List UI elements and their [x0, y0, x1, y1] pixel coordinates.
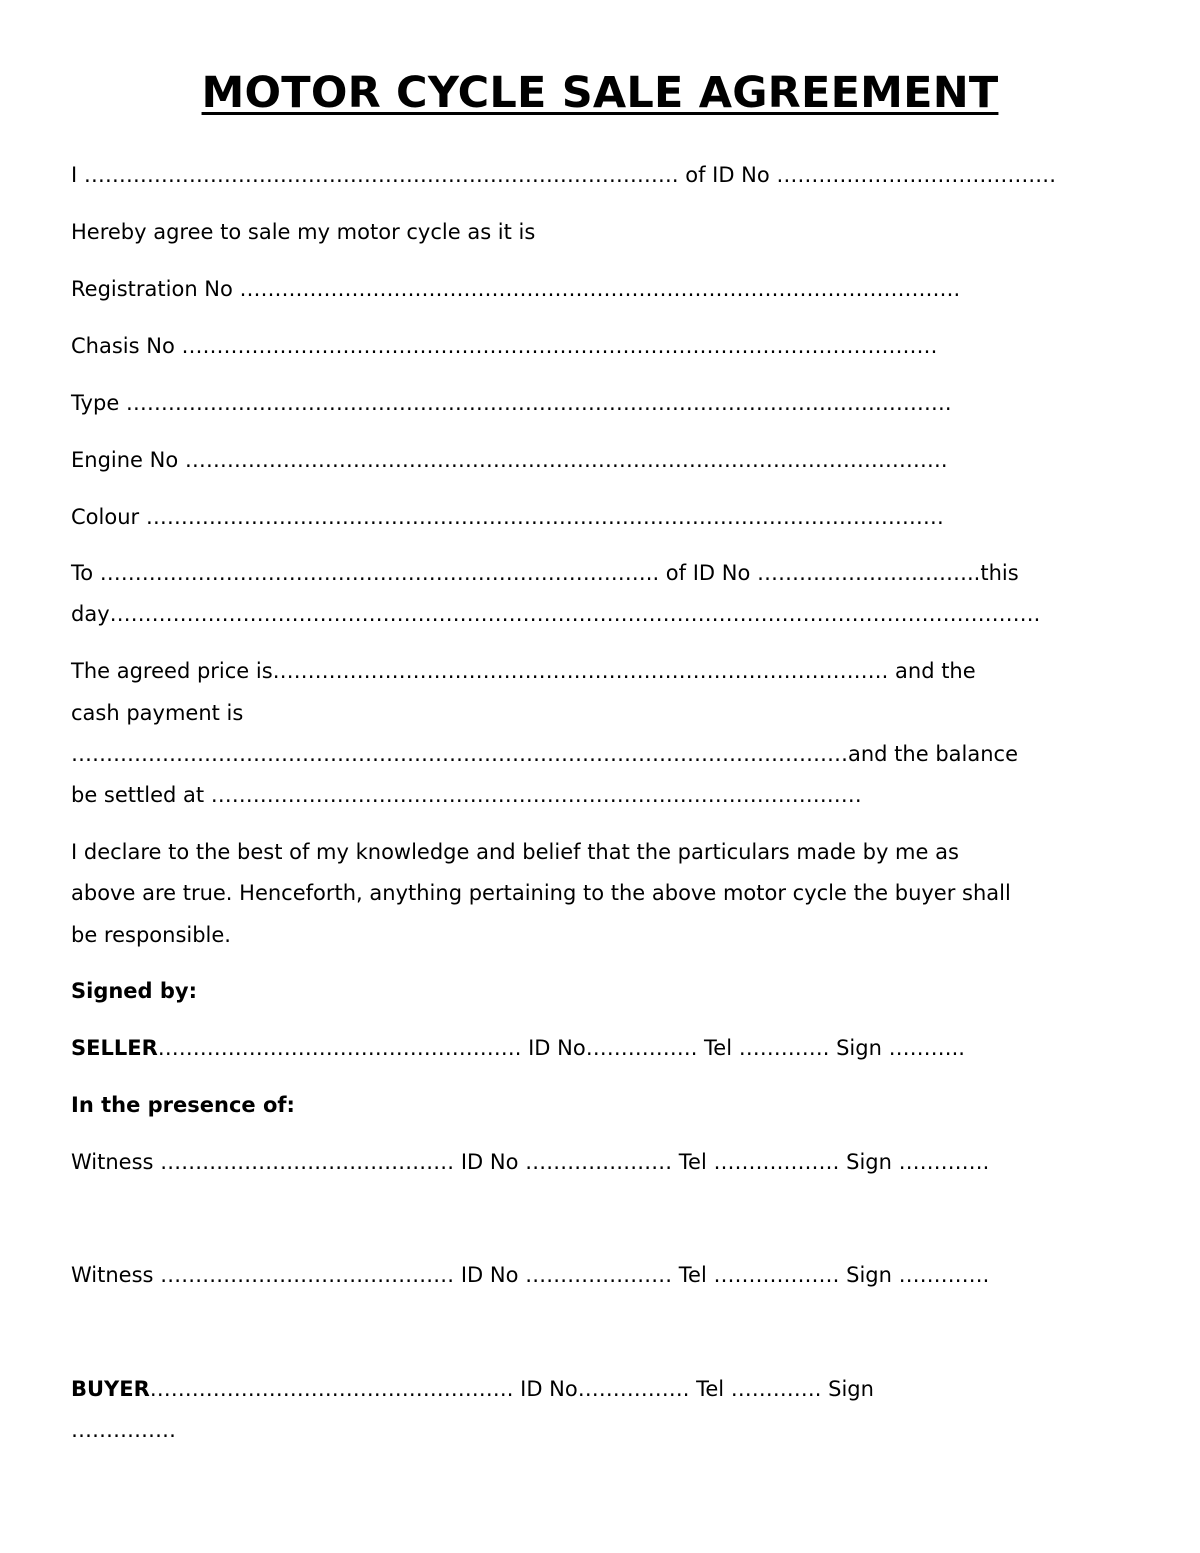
presence-heading: In the presence of: [71, 1093, 295, 1117]
seller-label: SELLER [71, 1036, 158, 1060]
buyer-intro-line-2: day……………………………………………………………………………………………………………………. [71, 602, 1041, 626]
buyer-fields: ……………………………………………. ID No……………. Tel …………. Sign [149, 1377, 874, 1401]
price-line-2: cash payment is [71, 701, 244, 725]
price-line-3: …………………………………………………………………………………………………and the balance [71, 742, 1018, 766]
price-line: The agreed price is……………………………………………………………………………. and the [71, 659, 976, 683]
buyer-signature-line [71, 1369, 1146, 1410]
declaration-line: I declare to the best of my knowledge and belief that the particulars made by me as [71, 840, 959, 864]
witness-line-2: Witness …………………………………… ID No ………………… Tel ……………… Sign …………. [71, 1263, 990, 1287]
price-line-4: be settled at ………………………………………………………………………………… [71, 783, 862, 807]
chasis-line: Chasis No ……………………………………………………………………………………………… [71, 334, 938, 358]
seller-signature-line [71, 1028, 1146, 1069]
buyer-signature-line-2: …………… [71, 1418, 176, 1442]
type-line: Type ………………………………………………………………………………………………………. [71, 391, 952, 415]
signed-by-heading: Signed by: [71, 979, 198, 1003]
declaration-line-3: be responsible. [71, 923, 231, 947]
registration-line: Registration No …………………………………………………………………………………………. [71, 277, 961, 301]
seller-intro-line: I …………………………………………………………………………. of ID No ……………………………….… [71, 163, 1057, 187]
engine-line: Engine No ………………………………………………………………………………………………. [71, 448, 948, 472]
document-title: MOTOR CYCLE SALE AGREEMENT [201, 68, 999, 118]
witness-line-1: Witness …………………………………… ID No ………………… Tel ……………… Sign …………. [71, 1150, 990, 1174]
declaration-line-2: above are true. Henceforth, anything pertaining to the above motor cycle the buyer shall [71, 881, 1011, 905]
colour-line: Colour …………………………………………………………………………………………………… [71, 505, 944, 529]
seller-fields: ……………………………………………. ID No……………. Tel …………. Sign ……….. [157, 1036, 965, 1060]
buyer-label: BUYER [71, 1377, 150, 1401]
buyer-intro-line: To …………………………………………………………………….. of ID No …………………………..this [71, 561, 1019, 585]
agree-line: Hereby agree to sale my motor cycle as it is [71, 220, 536, 244]
